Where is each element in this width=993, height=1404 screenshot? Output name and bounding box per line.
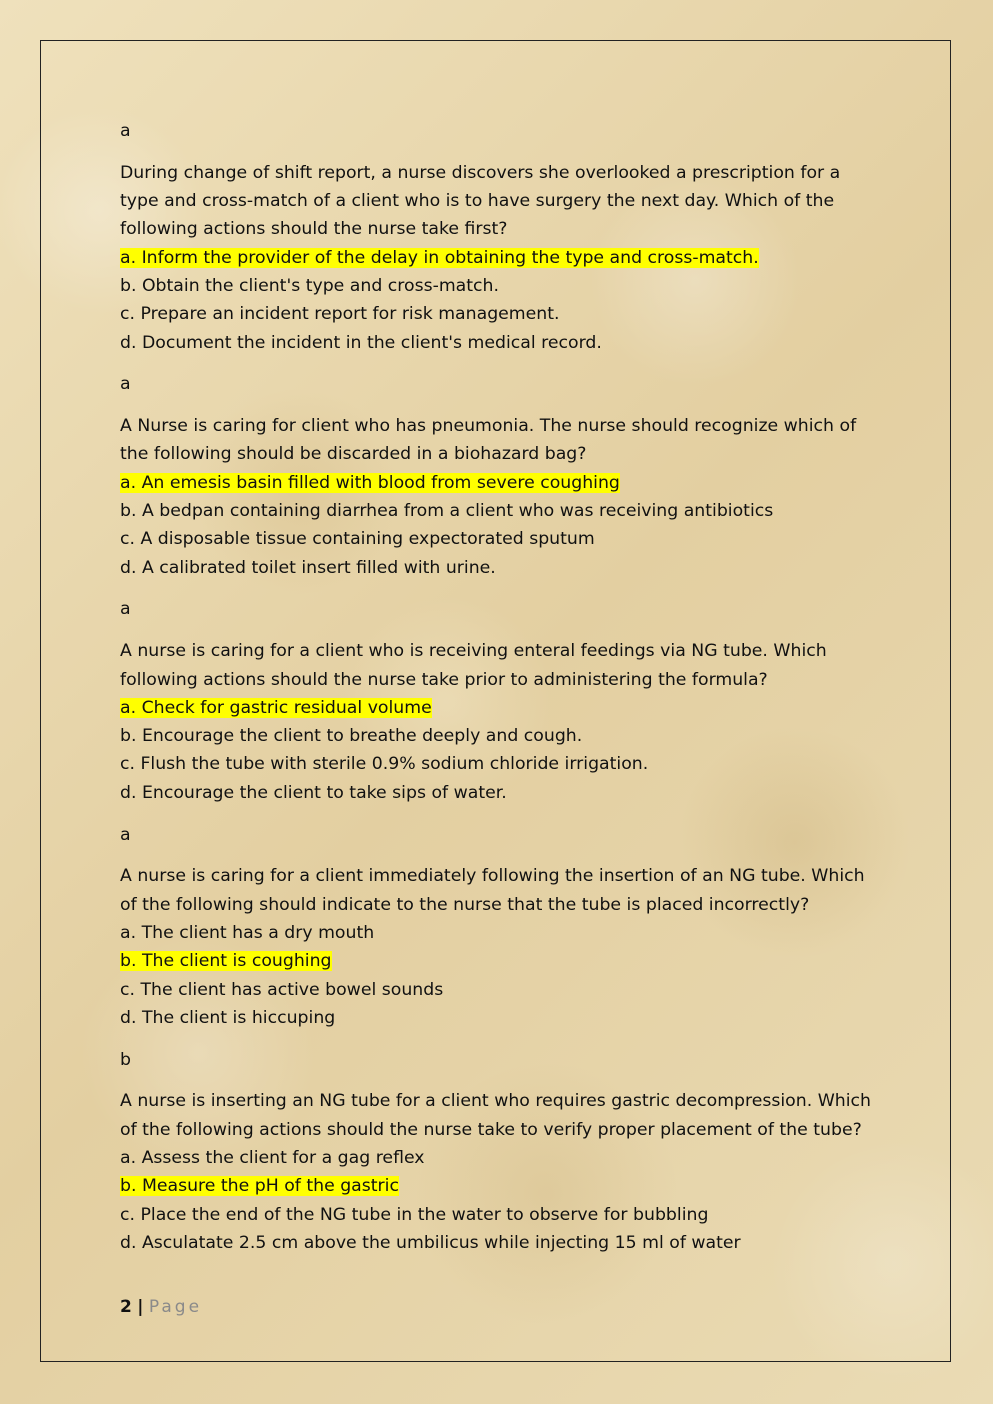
answer-option [120, 244, 880, 272]
question-block [120, 412, 880, 582]
answer-option: a. The client has a dry mouth [120, 922, 375, 943]
answer-option: d. Document the incident in the client's medical record. [120, 332, 602, 353]
question-stem: A Nurse is caring for client who has pneumonia. The nurse should recognize which of the following should be discarded in a biohazard bag? [120, 416, 857, 465]
question-stem: During change of shift report, a nurse discovers she overlooked a prescription for a type and cross-match of a client who is to have surgery the next day. Which of the following actions should the nurse take first? [120, 162, 841, 240]
question-stem: A nurse is caring for a client immediately following the insertion of an NG tube. Which of the following should indicate to the nurse that the tube is placed incorrectly? [120, 866, 865, 915]
highlighted-answer: a. An emesis basin filled with blood from severe coughing [120, 472, 620, 493]
answer-option [120, 947, 880, 975]
answer-option: b. Encourage the client to breathe deeply and cough. [120, 726, 583, 747]
footer-separator: | [137, 1297, 144, 1317]
answer-key: a [120, 121, 131, 141]
answer-option: c. Prepare an incident report for risk management. [120, 304, 560, 325]
question-block [120, 637, 880, 807]
page-label: Page [148, 1297, 203, 1317]
answer-key: b [120, 1049, 131, 1070]
answer-option: c. A disposable tissue containing expectorated sputum [120, 529, 595, 550]
answer-option [120, 1172, 880, 1200]
answer-option: d. Asculatate 2.5 cm above the umbilicus while injecting 15 ml of water [120, 1232, 741, 1253]
answer-option: b. A bedpan containing diarrhea from a client who was receiving antibiotics [120, 501, 774, 522]
answer-option: d. The client is hiccuping [120, 1007, 336, 1028]
page-number: 2 [120, 1297, 132, 1317]
question-block [120, 159, 880, 357]
highlighted-answer: a. Check for gastric residual volume [120, 697, 432, 718]
answer-option [120, 469, 880, 497]
page-footer [120, 1294, 202, 1320]
highlighted-answer: b. The client is coughing [120, 951, 332, 972]
answer-option: c. The client has active bowel sounds [120, 979, 444, 1000]
answer-option [120, 694, 880, 722]
answer-key: a [120, 374, 131, 395]
answer-option: a. Assess the client for a gag reflex [120, 1148, 425, 1168]
answer-key: a [120, 824, 131, 845]
document-content [120, 117, 880, 1271]
answer-key: a [120, 599, 131, 620]
answer-option: d. A calibrated toilet insert filled with urine. [120, 557, 496, 578]
highlighted-answer: a. Inform the provider of the delay in obtaining the type and cross-match. [120, 247, 759, 268]
question-stem: A nurse is inserting an NG tube for a client who requires gastric decompression. Which of the following actions should the nurse take to verify proper placement of the tube? [120, 1091, 871, 1140]
question-stem: A nurse is caring for a client who is receiving enteral feedings via NG tube. Which following actions should the nurse take prior to administering the formula? [120, 641, 827, 690]
answer-option: b. Obtain the client's type and cross-match. [120, 275, 499, 296]
answer-option: c. Place the end of the NG tube in the water to observe for bubbling [120, 1204, 709, 1225]
question-block [120, 1087, 880, 1257]
answer-option: c. Flush the tube with sterile 0.9% sodium chloride irrigation. [120, 754, 649, 775]
highlighted-answer: b. Measure the pH of the gastric [120, 1176, 399, 1197]
question-block [120, 862, 880, 1032]
answer-option: d. Encourage the client to take sips of water. [120, 782, 507, 803]
